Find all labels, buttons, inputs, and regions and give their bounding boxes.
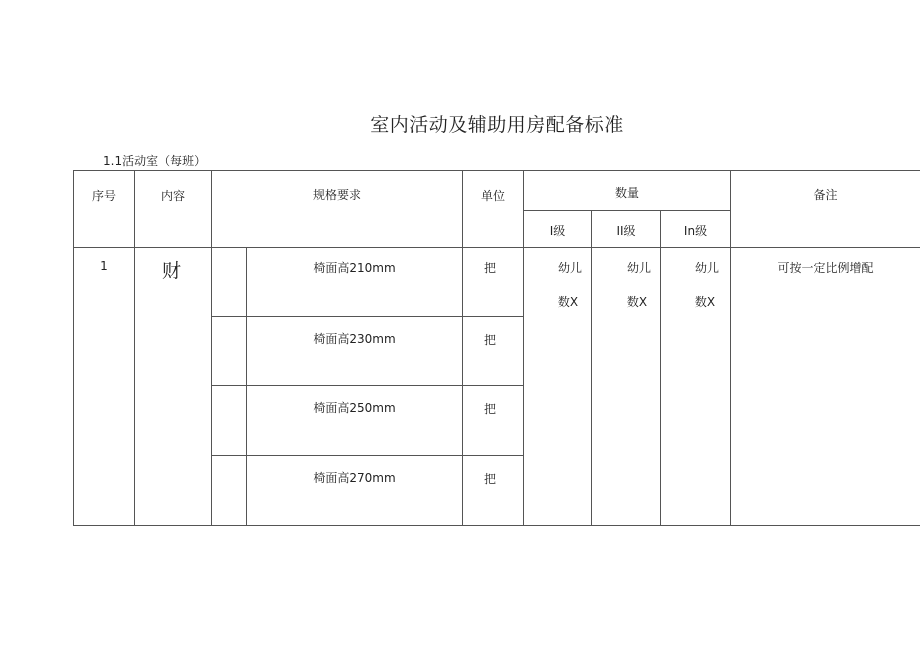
section-label: 1.1活动室（每班） [103, 154, 207, 168]
header-spec: 规格要求 [312, 188, 361, 202]
unit-item-2: 把 [483, 333, 496, 347]
quantity-level3-line2: 数X [694, 295, 716, 309]
spec-item-4: 椅面高270mm [313, 471, 396, 485]
unit-item-3: 把 [483, 402, 496, 416]
quantity-header-divider [523, 210, 730, 211]
header-level2: II级 [616, 224, 636, 238]
spec-item-2: 椅面高230mm [313, 332, 396, 346]
quantity-level2-line2: 数X [626, 295, 648, 309]
quantity-level2-line1: 幼儿 [626, 261, 651, 275]
col-divider-content [211, 170, 212, 526]
page-title: 室内活动及辅助用房配备标准 [370, 114, 624, 136]
col-divider-quantity [730, 170, 731, 526]
quantity-level3-line1: 幼儿 [694, 261, 719, 275]
spec-item-1: 椅面高210mm [313, 261, 396, 275]
header-level3: In级 [683, 224, 708, 238]
row-divider-3 [211, 455, 523, 456]
unit-item-4: 把 [483, 472, 496, 486]
header-quantity: 数量 [614, 186, 639, 200]
quantity-level1-line1: 幼儿 [557, 261, 582, 275]
col-divider-level1 [591, 210, 592, 526]
spec-item-3: 椅面高250mm [313, 401, 396, 415]
row-divider-1 [211, 316, 523, 317]
row-content: 财 [162, 260, 182, 282]
table-border-left [73, 170, 74, 526]
unit-item-1: 把 [483, 261, 496, 275]
col-divider-index [134, 170, 135, 526]
row-divider-2 [211, 385, 523, 386]
header-index: 序号 [91, 189, 116, 203]
header-level1: I级 [549, 224, 566, 238]
quantity-level1-line2: 数X [557, 295, 579, 309]
table-border-bottom [73, 525, 920, 526]
header-unit: 单位 [480, 189, 505, 203]
table-border-top [73, 170, 920, 171]
row-index: 1 [100, 259, 108, 273]
header-remark: 备注 [813, 188, 838, 202]
header-bottom-line [73, 247, 920, 248]
header-content: 内容 [160, 189, 185, 203]
col-divider-level2 [660, 210, 661, 526]
row-remark: 可按一定比例增配 [777, 261, 874, 275]
